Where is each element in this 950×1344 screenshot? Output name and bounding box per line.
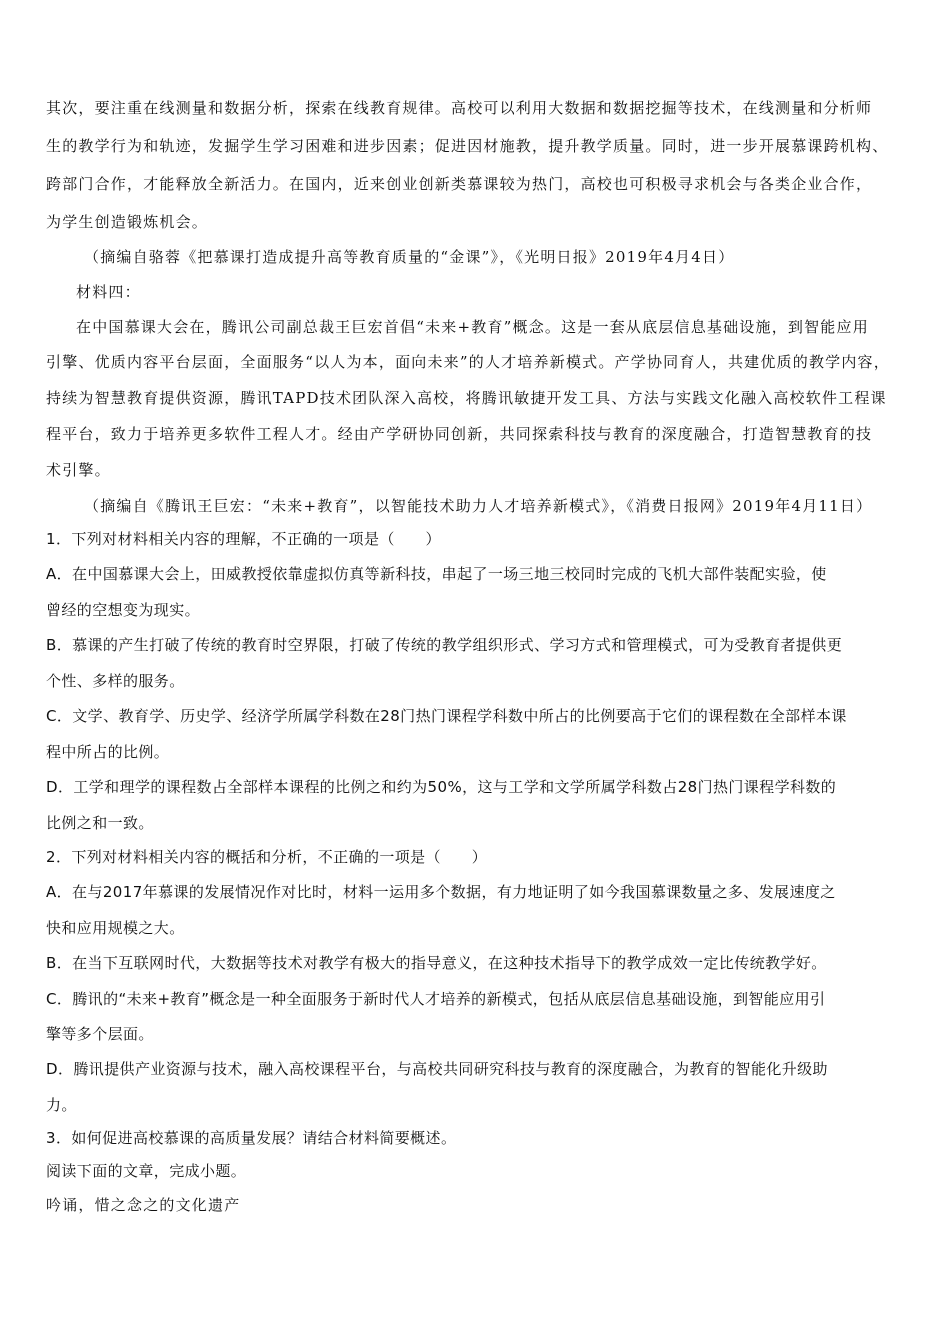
question-1-option-d-cont: 比例之和一致。 [46,814,154,832]
question-2-option-b: B．在当下互联网时代，大数据等技术对教学有极大的指导意义，在这种技术指导下的教学成效一定比传统教学好。 [46,954,827,972]
question-2-option-a-cont: 快和应用规模之大。 [46,919,185,937]
question-2-option-c: C．腾讯的“未来+教育”概念是一种全面服务于新时代人才培养的新模式，包括从底层信息基础设施，到智能应用引 [46,990,826,1008]
source-citation: （摘编自骆蓉《把慕课打造成提升高等教育质量的“金课”》，《光明日报》2019年4月4日） [84,248,735,266]
paragraph-line: 为学生创造锻炼机会。 [46,213,209,231]
source-citation: （摘编自《腾讯王巨宏：“未来+教育”，以智能技术助力人才培养新模式》，《消费日报网》2019年4月11日） [84,497,873,515]
question-2-stem: 2．下列对材料相关内容的概括和分析，不正确的一项是（ ） [46,848,488,866]
paragraph-line: 在中国慕课大会在，腾讯公司副总裁王巨宏首倡“未来+教育”概念。这是一套从底层信息基础设施，到智能应用 [76,318,869,336]
question-2-option-d: D．腾讯提供产业资源与技术，融入高校课程平台，与高校共同研究科技与教育的深度融合，为教育的智能化升级助 [46,1060,828,1078]
reading-instruction: 阅读下面的文章，完成小题。 [46,1162,247,1180]
paragraph-line: 引擎、优质内容平台层面，全面服务“以人为本，面向未来”的人才培养新模式。产学协同育人，共建优质的教学内容， [46,353,890,371]
paragraph-line: 其次，要注重在线测量和数据分析，探索在线教育规律。高校可以利用大数据和数据挖掘等技术，在线测量和分析师 [46,99,873,117]
question-1-option-d: D．工学和理学的课程数占全部样本课程的比例之和约为50%，这与工学和文学所属学科数占28门热门课程学科数的 [46,778,837,796]
question-2-option-d-cont: 力。 [46,1096,77,1114]
question-1-option-a: A．在中国慕课大会上，田威教授依靠虚拟仿真等新科技，串起了一场三地三校同时完成的飞机大部件装配实验，使 [46,565,827,583]
question-2-option-a: A．在与2017年慕课的发展情况作对比时，材料一运用多个数据，有力地证明了如今我国慕课数量之多、发展速度之 [46,883,836,901]
article-title: 吟诵，惜之念之的文化遗产 [46,1196,241,1214]
question-1-option-b-cont: 个性、多样的服务。 [46,672,185,690]
paragraph-line: 生的教学行为和轨迹，发掘学生学习困难和进步因素；促进因材施教，提升教学质量。同时，进一步开展慕课跨机构、 [46,137,889,155]
question-1-option-a-cont: 曾经的空想变为现实。 [46,601,201,619]
question-1-option-c: C．文学、教育学、历史学、经济学所属学科数在28门热门课程学科数中所占的比例要高于它们的课程数在全部样本课 [46,707,847,725]
paragraph-line: 程平台，致力于培养更多软件工程人才。经由产学研协同创新，共同探索科技与教育的深度融合，打造智慧教育的技 [46,425,873,443]
question-1-option-b: B．慕课的产生打破了传统的教育时空界限，打破了传统的教学组织形式、学习方式和管理模式，可为受教育者提供更 [46,636,843,654]
question-1-option-c-cont: 程中所占的比例。 [46,743,170,761]
paragraph-line: 术引擎。 [46,461,111,479]
question-2-option-c-cont: 擎等多个层面。 [46,1025,154,1043]
question-1-stem: 1．下列对材料相关内容的理解，不正确的一项是（ ） [46,530,441,548]
section-heading-material-4: 材料四： [76,283,141,301]
paragraph-line: 持续为智慧教育提供资源，腾讯TAPD技术团队深入高校，将腾讯敏捷开发工具、方法与实践文化融入高校软件工程课 [46,389,887,407]
question-3-stem: 3．如何促进高校慕课的高质量发展？请结合材料简要概述。 [46,1129,457,1147]
paragraph-line: 跨部门合作，才能释放全新活力。在国内，近来创业创新类慕课较为热门，高校也可积极寻求机会与各类企业合作， [46,175,873,193]
